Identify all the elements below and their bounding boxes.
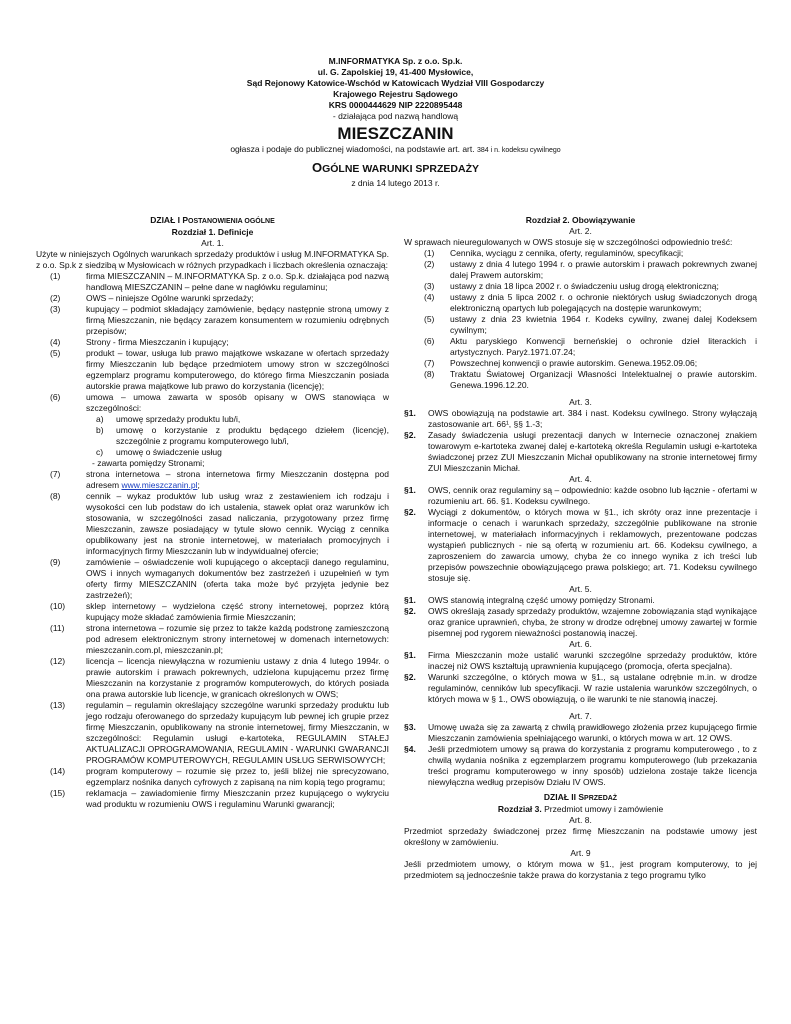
list-item [36,469,389,491]
item-number: (2) [50,293,61,303]
paragraph-text: Firma Mieszczanin może ustalić warunki szczególne sprzedaży produktów, które inaczej niż OWS kształtują uprawnienia kupującego (promocja, oferta specjalna). [428,650,757,671]
paragraph [404,430,757,474]
list-item [404,314,757,336]
item-text: program komputerowy – rozumie się przez to, jeśli bliżej nie sprecyzowano, egzemplarz nośnika danych cyfrowych z zapisaną na nim kopią tego programu; [86,766,389,787]
sub-item-text: umowę o świadczenie usług [116,447,222,457]
chapter-1-heading: Rozdział 1. Definicje [171,227,254,237]
paragraph-number: §1. [404,650,416,660]
chapter-3-title: Przedmiot umowy i zamówienie [544,804,664,814]
chapter-3-number: Rozdział 3. [497,804,542,814]
item-text [86,469,389,491]
list-item [36,788,389,810]
krs-nip: KRS 0000444629 NIP 2220895448 [328,100,463,110]
item-number: (2) [424,259,435,269]
section-heading-2 [404,792,757,804]
art-8-text: Przedmiot sprzedaży świadczonej przez firmę Mieszczanin na podstawie umowy jest określony w zamówieniu. [404,826,757,847]
paragraph-text: Zasady świadczenia usługi prezentacji danych w Internecie oznaczonej znakiem towarowym e-kartoteka zwanej dalej e-kartoteką określa Regulamin usługi e-kartoteka świadczonej przez ZUI Mieszczanin Michał opublikowany na stronie internetowej firmy ZUI Mieszczanin Michał. [428,430,757,473]
sub-list-item [36,425,389,447]
art-8-heading: Art. 8. [569,815,592,825]
list-item [404,259,757,281]
title-rest: GÓLNE WARUNKI SPRZEDAŻY [322,163,480,175]
paragraph-text: OWS obowiązują na podstawie art. 384 i nast. Kodeksu cywilnego. Strony wyłączają zastosowanie art. 66¹, §§ 1.-3; [428,408,757,429]
item-number: (5) [50,348,61,358]
paragraph-number: §2. [404,606,416,616]
section-2-prefix: DZIAŁ II S [543,792,585,802]
section-1-prefix: DZIAŁ I P [150,215,189,225]
paragraph-number: §2. [404,507,416,517]
item-number: (14) [50,766,66,776]
paragraph [404,485,757,507]
art-1-heading: Art. 1. [201,238,224,248]
item-text: produkt – towar, usługa lub prawo majątkowe wskazane w ofertach sprzedaży firmy Mieszczanin lub będące przedmiotem umowy stron w szczególności egzemplarz programu komputerowego, do którego firma Mieszczanin posiada autorskie prawa majątkowe lub prawo do korzystania (licencję); [86,348,389,391]
art-2-heading: Art. 2. [569,226,592,236]
section-heading-1 [36,215,389,227]
paragraph-number: §4. [404,744,416,754]
item-number: (7) [424,358,435,368]
list-item [404,281,757,292]
paragraph [404,650,757,672]
sub-item-letter: a) [96,414,104,424]
paragraph-text: OWS stanowią integralną część umowy pomiędzy Stronami. [428,595,655,605]
sub-list-note: - zawarta pomiędzy Stronami; [92,458,205,468]
company-name: M.INFORMATYKA Sp. z o.o. Sp.k. [328,56,463,66]
item-number: (7) [50,469,61,479]
item-number: (3) [50,304,61,314]
sub-item-text: umowę o korzystanie z produktu będącego dziełem (licencję), szczególnie z programu komputerowego lub/i, [116,425,389,446]
item-number: (3) [424,281,435,291]
item-number: (9) [50,557,61,567]
item-text: umowa – umowa zawarta w sposób opisany w OWS stanowiąca w szczególności: [86,392,389,413]
intro-main: ogłasza i podaje do publicznej wiadomości, na podstawie art. art. [230,144,475,154]
paragraph-number: §2. [404,430,416,440]
sub-list-item [36,447,389,458]
list-item [36,337,389,348]
item-number: (4) [50,337,61,347]
list-item [36,491,389,557]
item-text: regulamin – regulamin określający szczególne warunki sprzedaży produktu lub jego rodzaju oferowanego do sprzedaży kupującym lub pewnej ich grupie przez firmę Mieszczanin, opublikowany na stronie internetowej, firmy Mieszczanin, w szczególności: Regulamin usługi e-kartoteka, REGULAMIN STAŁEJ AKTUALIZACJI OPROGRAMOWANIA, REGULAMIN - WARUNKI GWARANCJI PROGRAMÓW KOMPUTEROWYCH, REGULAMIN USŁUG SERWISOWYCH; [86,700,389,765]
paragraph [404,408,757,430]
list-item [36,656,389,700]
item-text: ustawy z dnia 4 lutego 1994 r. o prawie autorskim i prawach pokrewnych zwanej dalej Prawem autorskim; [450,259,757,280]
item-number: (13) [50,700,66,710]
company-address: ul. G. Zapolskiej 19, 41-400 Mysłowice, [317,67,474,77]
item-number: (1) [424,248,435,258]
paragraph-number: §1. [404,485,416,495]
sub-list-item [36,414,389,425]
item-number: (8) [424,369,435,379]
art-9-text: Jeśli przedmiotem umowy, o którym mowa w §1., jest program komputerowy, to jej przedmiotem są jednocześnie także prawa do korzystania z tego programu tylko [404,859,757,880]
list-item [36,557,389,601]
item-text: ustawy z dnia 5 lipca 2002 r. o ochronie niektórych usług świadczonych drogą elektroniczną opartych lub polegających na dostępie warunkowym; [450,292,757,313]
item-number: (10) [50,601,66,611]
art-5-heading: Art. 5. [569,584,592,594]
item-text: zamówienie – oświadczenie woli kupującego o akceptacji danego regulaminu, OWS i innych wymaganych dokumentów bez zastrzeżeń i uzupełnień w tym oferty firmy MIESZCZANIN (oferta taka może być przyjęta jedynie bez zastrzeżeń); [86,557,389,600]
item-number: (15) [50,788,66,798]
paragraph-number: §3. [404,722,416,732]
document-title [0,159,791,178]
sub-item-letter: b) [96,425,104,435]
art-7-heading: Art. 7. [569,711,592,721]
paragraph-text: OWS, cennik oraz regulaminy są – odpowiednio: każde osobno lub łącznie - ofertami w rozumieniu art. 66. §1. Kodeksu cywilnego. [428,485,757,506]
item-text: licencja – licencja niewyłączna w rozumieniu ustawy z dnia 4 lutego 1994r. o prawie autorskim i prawach pokrewnych, udzielona kupującemu przez firmę Mieszczanin na korzystanie z programów komputerowych, do których posiada ona prawa autorskie lub licencje, w granicach określonych w OWS; [86,656,389,699]
item-text: Cennika, wyciągu z cennika, oferty, regulaminów, specyfikacji; [450,248,684,258]
item-text: ustawy z dnia 23 kwietnia 1964 r. Kodeks cywilny, zwanej dalej Kodeksem cywilnym; [450,314,757,335]
art-4-heading: Art. 4. [569,474,592,484]
art-1-intro: Użyte w niniejszych Ogólnych warunkach sprzedaży produktów i usług M.INFORMATYKA Sp. z o.o. Sp.k z siedzibą w Mysłowicach w różnych przypadkach i liczbach określenia oznaczają: [36,249,389,270]
item-number: (6) [424,336,435,346]
section-2-rest: PRZEDAŻ [584,795,618,802]
list-item [36,271,389,293]
chapter-2-heading: Rozdział 2. Obowiązywanie [525,215,636,225]
paragraph-text: OWS określają zasady sprzedaży produktów, wzajemne zobowiązania stąd wynikające oraz granice uprawnień, chyba, że strony w drodze odrębnej umowy zawartej w formie pisemnej pod rygorem nieważności postanowią inaczej. [428,606,757,638]
paragraph [404,722,757,744]
paragraph [404,507,757,584]
paragraph-text: Jeśli przedmiotem umowy są prawa do korzystania z programu komputerowego , to z chwilą wydania nośnika z egzemplarzem programu komputerowego (lub przekazania treści programu komputerowego w inny sposób) udzielona zostaje także licencja niewyłączna według przepisów Działu IV OWS. [428,744,757,787]
paragraph-number: §1. [404,595,416,605]
item-text: Strony - firma Mieszczanin i kupujący; [86,337,229,347]
intro-line [0,144,791,156]
item-text: strona internetowa – rozumie się przez to także każdą podstronę zamieszczoną pod adresem elektronicznym strony internetowej w domenach internetowych: mieszczanin.com.pl, mieszczanin.pl; [86,623,389,655]
paragraph [404,595,757,606]
item-text: cennik – wykaz produktów lub usług wraz z zestawieniem ich rodzaju i wysokości cen lub podstaw do ich ustalenia, stawek opłat oraz warunków ich stosowania, w szczególności zasad naliczania, przygotowany przez firmę Mieszczanin, zawsze posiadający w tytule słowo cennik. Wyciąg z cennika opublikowany jest na stronie internetowej, w materiałach promocyjnych i informacyjnych firmy Mieszczanin lub w indywidualnej ofercie; [86,491,389,556]
sub-item-text: umowę sprzedaży produktu lub/i, [116,414,241,424]
art-6-heading: Art. 6. [569,639,592,649]
item-number: (8) [50,491,61,501]
title-first-letter: O [311,160,323,175]
paragraph-number: §1. [404,408,416,418]
paragraph-text: Warunki szczególne, o których mowa w §1., są ustalane odrębnie m.in. w drodze regulaminów, cenników lub specyfikacji. W razie ustalenia warunków szczególnych, o których mowa w § 1., OWS obowiązują, o ile warunki te nie stanowią inaczej. [428,672,757,704]
item-text: reklamacja – zawiadomienie firmy Mieszczanin przez kupującego o wykryciu wad produktu w rozumieniu OWS i regulaminu Warunki gwarancji; [86,788,389,809]
right-column [404,215,757,881]
item-text: kupujący – podmiot składający zamówienie, będący następnie stroną umowy z firmą Mieszczanin, nie będący zarazem konsumentem w rozumieniu odrębnych przepisów; [86,304,389,336]
acting-note: - działająca pod nazwą handlową [332,111,459,121]
item-number: (5) [424,314,435,324]
paragraph [404,606,757,639]
document-date: z dnia 14 lutego 2013 r. [351,178,440,188]
item-number: (1) [50,271,61,281]
list-item [404,292,757,314]
list-item [36,601,389,623]
list-item [404,358,757,369]
item-text: OWS – niniejsze Ogólne warunki sprzedaży; [86,293,254,303]
item-text: Aktu paryskiego Konwencji berneńskiej o ochronie dzieł literackich i artystycznych. Paryż.1971.07.24; [450,336,757,357]
art-9-heading: Art. 9 [570,848,591,858]
website-link[interactable]: www.mieszczanin.pl [121,480,198,490]
item-text: Traktatu Światowej Organizacji Własności Intelektualnej o prawie autorskim. Genewa.1996.12.20. [450,369,757,390]
item-7-end: ; [197,480,200,490]
list-item [404,336,757,358]
list-item [36,293,389,304]
art-3-heading: Art. 3. [569,397,592,407]
list-item [36,392,389,414]
list-item [36,766,389,788]
art-2-intro: W sprawach nieuregulowanych w OWS stosuje się w szczególności odpowiednio treść: [404,237,733,247]
list-item [36,304,389,337]
section-1-rest: OSTANOWIENIA OGÓLNE [188,218,275,225]
chapter-3-heading [404,804,757,815]
item-number: (12) [50,656,66,666]
paragraph-number: §2. [404,672,416,682]
sub-item-letter: c) [96,447,104,457]
list-item [36,348,389,392]
paragraph [404,672,757,705]
item-number: (6) [50,392,61,402]
item-text: ustawy z dnia 18 lipca 2002 r. o świadczeniu usług drogą elektroniczną; [450,281,719,291]
registry-name: Krajowego Rejestru Sądowego [333,89,458,99]
list-item [404,369,757,391]
paragraph [404,744,757,788]
paragraph-text: Wyciągi z dokumentów, o których mowa w §1., ich skróty oraz inne prezentacje i informacje o cenach i warunkach sprzedaży, szczególnie publikowane na stronie internetowej, w materiałach informacyjnych i reklamowych, prezentowane podczas wystąpień publicznych - nie są ofertą w rozumieniu art. 66. Kodeksu cywilnego, a zaproszeniem do zawarcia umowy, chyba że co innego wynika z ich treści lub przepisów powszechnie obowiązującego prawa polskiego; art. 71. Kodeksu cywilnego stosuje się. [428,507,757,583]
document-header [0,56,791,189]
court-name: Sąd Rejonowy Katowice-Wschód w Katowicach Wydział VIII Gospodarczy [246,78,545,88]
item-text: Powszechnej konwencji o prawie autorskim. Genewa.1952.09.06; [450,358,698,368]
item-text: sklep internetowy – wydzielona część strony internetowej, poprzez którą kupujący może składać zamówienia firmie Mieszczanin; [86,601,389,622]
item-text: firma MIESZCZANIN – M.INFORMATYKA Sp. z o.o. Sp.k. działająca pod nazwą handlową MIESZCZANIN – pełne dane w nagłówku regulaminu; [86,271,389,292]
list-item [404,248,757,259]
brand-name: MIESZCZANIN [337,124,454,143]
list-item [36,700,389,766]
list-item [36,623,389,656]
item-number: (11) [50,623,65,633]
item-7-text: strona internetowa – strona internetowa firmy Mieszczanin dostępna pod adresem [86,469,389,490]
left-column [36,215,389,810]
item-number: (4) [424,292,435,302]
paragraph-text: Umowę uważa się za zawartą z chwilą prawidłowego złożenia przez kupującego firmie Mieszczanin zamówienia spełniającego warunki, o których mowa w art. 12 OWS. [428,722,757,743]
intro-small: 384 i n. kodeksu cywilnego [476,147,561,154]
